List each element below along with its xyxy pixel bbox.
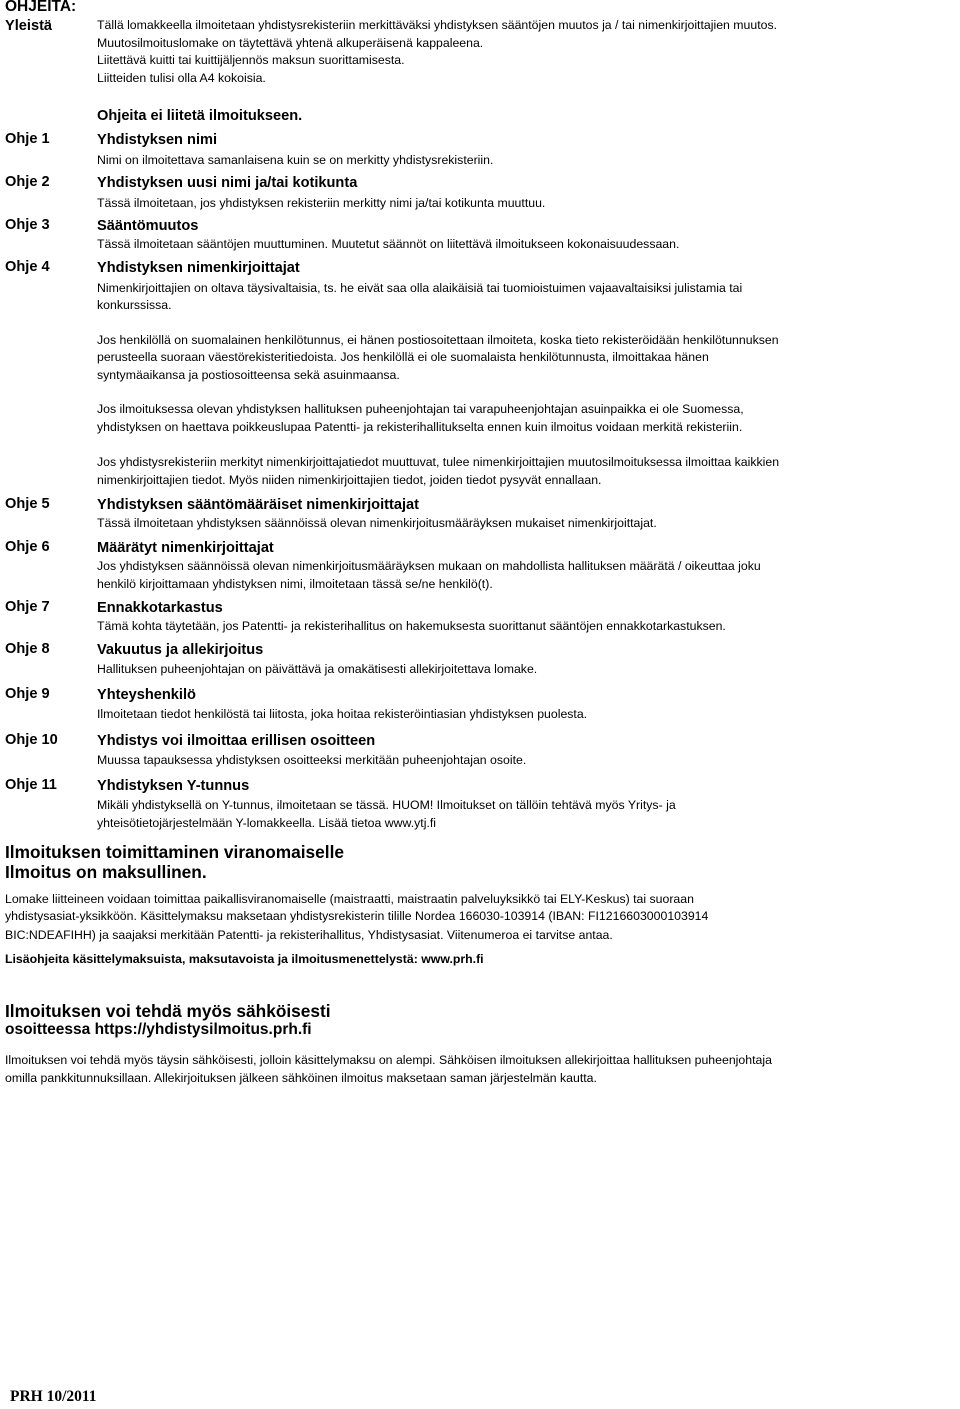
instruction-heading: Yhdistys voi ilmoittaa erillisen osoitteen: [97, 733, 376, 749]
instruction-text: Hallituksen puheenjohtajan on päivättävä ja omakätisesti allekirjoitettava lomake.: [97, 662, 538, 676]
instruction-label: Ohje 3: [5, 217, 50, 233]
instruction-text: Tässä ilmoitetaan sääntöjen muuttuminen. Muutetut säännöt on liitettävä ilmoitukseen kokonaisuudessaan.: [97, 237, 680, 251]
instruction-label: Ohje 1: [5, 131, 50, 147]
instruction-text: konkurssissa.: [97, 298, 172, 312]
submission-heading: Ilmoituksen toimittaminen viranomaiselle: [5, 842, 344, 862]
instruction-label: Ohje 7: [5, 599, 50, 615]
electronic-text: omilla pankkitunnuksillaan. Allekirjoituksen jälkeen sähköinen ilmoitus maksetaan saman järjestelmän kautta.: [5, 1071, 597, 1085]
instruction-text: Nimi on ilmoitettava samanlaisena kuin se on merkitty yhdistysrekisteriin.: [97, 153, 494, 167]
form-code-footer: PRH 10/2011: [10, 1388, 97, 1405]
instruction-heading: Yhdistyksen sääntömääräiset nimenkirjoittajat: [97, 497, 419, 513]
general-line: Tällä lomakkeella ilmoitetaan yhdistysrekisteriin merkittäväksi yhdistyksen sääntöjen muutos ja / tai nimenkirjoittajien muutos.: [97, 18, 778, 32]
instruction-heading: Ennakkotarkastus: [97, 600, 223, 616]
instruction-label: Ohje 8: [5, 641, 50, 657]
instruction-heading: Yhteyshenkilö: [97, 687, 196, 703]
general-line: Liitteiden tulisi olla A4 kokoisia.: [97, 71, 266, 85]
instruction-label: Ohje 11: [5, 777, 57, 793]
electronic-text: Ilmoituksen voi tehdä myös täysin sähköisesti, jolloin käsittelymaksu on alempi. Sähköisen ilmoituksen allekirjoittaa hallituksen puheenjohtaja: [5, 1053, 772, 1067]
instruction-label: Ohje 6: [5, 539, 50, 555]
paragraph-line: syntymäaikansa ja postiosoitteensa sekä asuinmaansa.: [97, 368, 400, 382]
instruction-heading: Sääntömuutos: [97, 218, 199, 234]
instruction-text: Nimenkirjoittajien on oltava täysivaltaisia, ts. he eivät saa olla alaikäisiä tai tuomioistuimen vajaavaltaisiksi julistamia tai: [97, 281, 743, 295]
instruction-label: Ohje 2: [5, 174, 50, 190]
instruction-heading: Vakuutus ja allekirjoitus: [97, 642, 264, 658]
instruction-text: Jos yhdistyksen säännöissä olevan nimenkirjoitusmääräyksen mukaan on mahdollista hallituksen määrätä / oikeuttaa joku: [97, 559, 761, 573]
page-title: OHJEITA:: [5, 0, 77, 15]
instruction-text: yhteisötietojärjestelmään Y-lomakkeella. Lisää tietoa www.ytj.fi: [97, 816, 437, 830]
paragraph-line: perusteella suoraan väestörekisteritiedoista. Jos henkilöllä ei ole suomalaista henkilötunnusta, ilmoittakaa hänen: [97, 350, 709, 364]
paragraph-line: yhdistyksen on haettava poikkeuslupaa Patentti- ja rekisterihallitukselta ennen kuin ilmoitus voidaan merkitä rekisteriin.: [97, 420, 743, 434]
instruction-text: Ilmoitetaan tiedot henkilöstä tai liitosta, joka hoitaa rekisteröintiasian yhdistyksen puolesta.: [97, 707, 588, 721]
electronic-heading: Ilmoituksen voi tehdä myös sähköisesti: [5, 1001, 331, 1021]
submission-text: yhdistysasiat-yksikköön. Käsittelymaksu maksetaan yhdistysrekisterin tilille Nordea 166030-103914 (IBAN: FI1216603000103914: [5, 909, 709, 923]
instruction-text: Muussa tapauksessa yhdistyksen osoitteeksi merkitään puheenjohtajan osoite.: [97, 753, 527, 767]
paragraph-line: nimenkirjoittajien tiedot. Myös niiden nimenkirjoittajien tiedot, joiden tiedot pysyvät ennallaan.: [97, 473, 602, 487]
submission-text: BIC:NDEAFIHH) ja saajaksi merkitään Patentti- ja rekisterihallitus, Yhdistysasiat. Viitenumeroa ei tarvitse antaa.: [5, 928, 613, 942]
general-label: Yleistä: [5, 18, 53, 34]
paragraph-line: Jos ilmoituksessa olevan yhdistyksen hallituksen puheenjohtajan tai varapuheenjohtajan asuinpaikka ei ole Suomessa,: [97, 402, 744, 416]
general-line: Liitettävä kuitti tai kuittijäljennös maksun suorittamisesta.: [97, 53, 405, 67]
electronic-url-link[interactable]: osoitteessa https://yhdistysilmoitus.prh.fi: [5, 1021, 312, 1038]
instruction-heading: Yhdistyksen nimenkirjoittajat: [97, 260, 300, 276]
instruction-label: Ohje 5: [5, 496, 50, 512]
more-info-link[interactable]: Lisäohjeita käsittelymaksuista, maksutavoista ja ilmoitusmenettelystä: www.prh.fi: [5, 952, 484, 966]
paragraph-line: Jos yhdistysrekisteriin merkityt nimenkirjoittajatiedot muuttuvat, tulee nimenkirjoittajien muutosilmoituksessa ilmoittaa kaikkien: [97, 455, 780, 469]
paragraph-line: Jos henkilöllä on suomalainen henkilötunnus, ei hänen postiosoitettaan ilmoiteta, koska tieto rekisteröidään henkilötunnuksen: [97, 333, 779, 347]
instruction-heading: Määrätyt nimenkirjoittajat: [97, 540, 274, 556]
instruction-heading: Yhdistyksen nimi: [97, 132, 218, 148]
general-line: Muutosilmoituslomake on täytettävä yhtenä alkuperäisenä kappaleena.: [97, 36, 484, 50]
instruction-text: Mikäli yhdistyksellä on Y-tunnus, ilmoitetaan se tässä. HUOM! Ilmoitukset on tällöin tehtävä myös Yritys- ja: [97, 798, 676, 812]
instruction-text: Tässä ilmoitetaan, jos yhdistyksen rekisteriin merkitty nimi ja/tai kotikunta muuttuu.: [97, 196, 546, 210]
submission-subheading: Ilmoitus on maksullinen.: [5, 862, 207, 882]
instruction-label: Ohje 4: [5, 259, 50, 275]
instruction-label: Ohje 9: [5, 686, 50, 702]
instruction-heading: Yhdistyksen Y-tunnus: [97, 778, 250, 794]
instruction-text: henkilö kirjoittamaan yhdistyksen nimi, ilmoitetaan tässä se/ne henkilö(t).: [97, 577, 493, 591]
no-attach-note: Ohjeita ei liitetä ilmoitukseen.: [97, 108, 303, 124]
instruction-text: Tämä kohta täytetään, jos Patentti- ja rekisterihallitus on hakemuksesta suorittanut sääntöjen ennakkotarkastuksen.: [97, 619, 726, 633]
instruction-label: Ohje 10: [5, 732, 58, 748]
submission-text: Lomake liitteineen voidaan toimittaa paikallisviranomaiselle (maistraatti, maistraatin palveluyksikkö tai ELY-Keskus) tai suoraan: [5, 892, 694, 906]
instruction-text: Tässä ilmoitetaan yhdistyksen säännöissä olevan nimenkirjoitusmääräyksen mukaiset nimenkirjoittajat.: [97, 516, 657, 530]
instruction-heading: Yhdistyksen uusi nimi ja/tai kotikunta: [97, 175, 358, 191]
